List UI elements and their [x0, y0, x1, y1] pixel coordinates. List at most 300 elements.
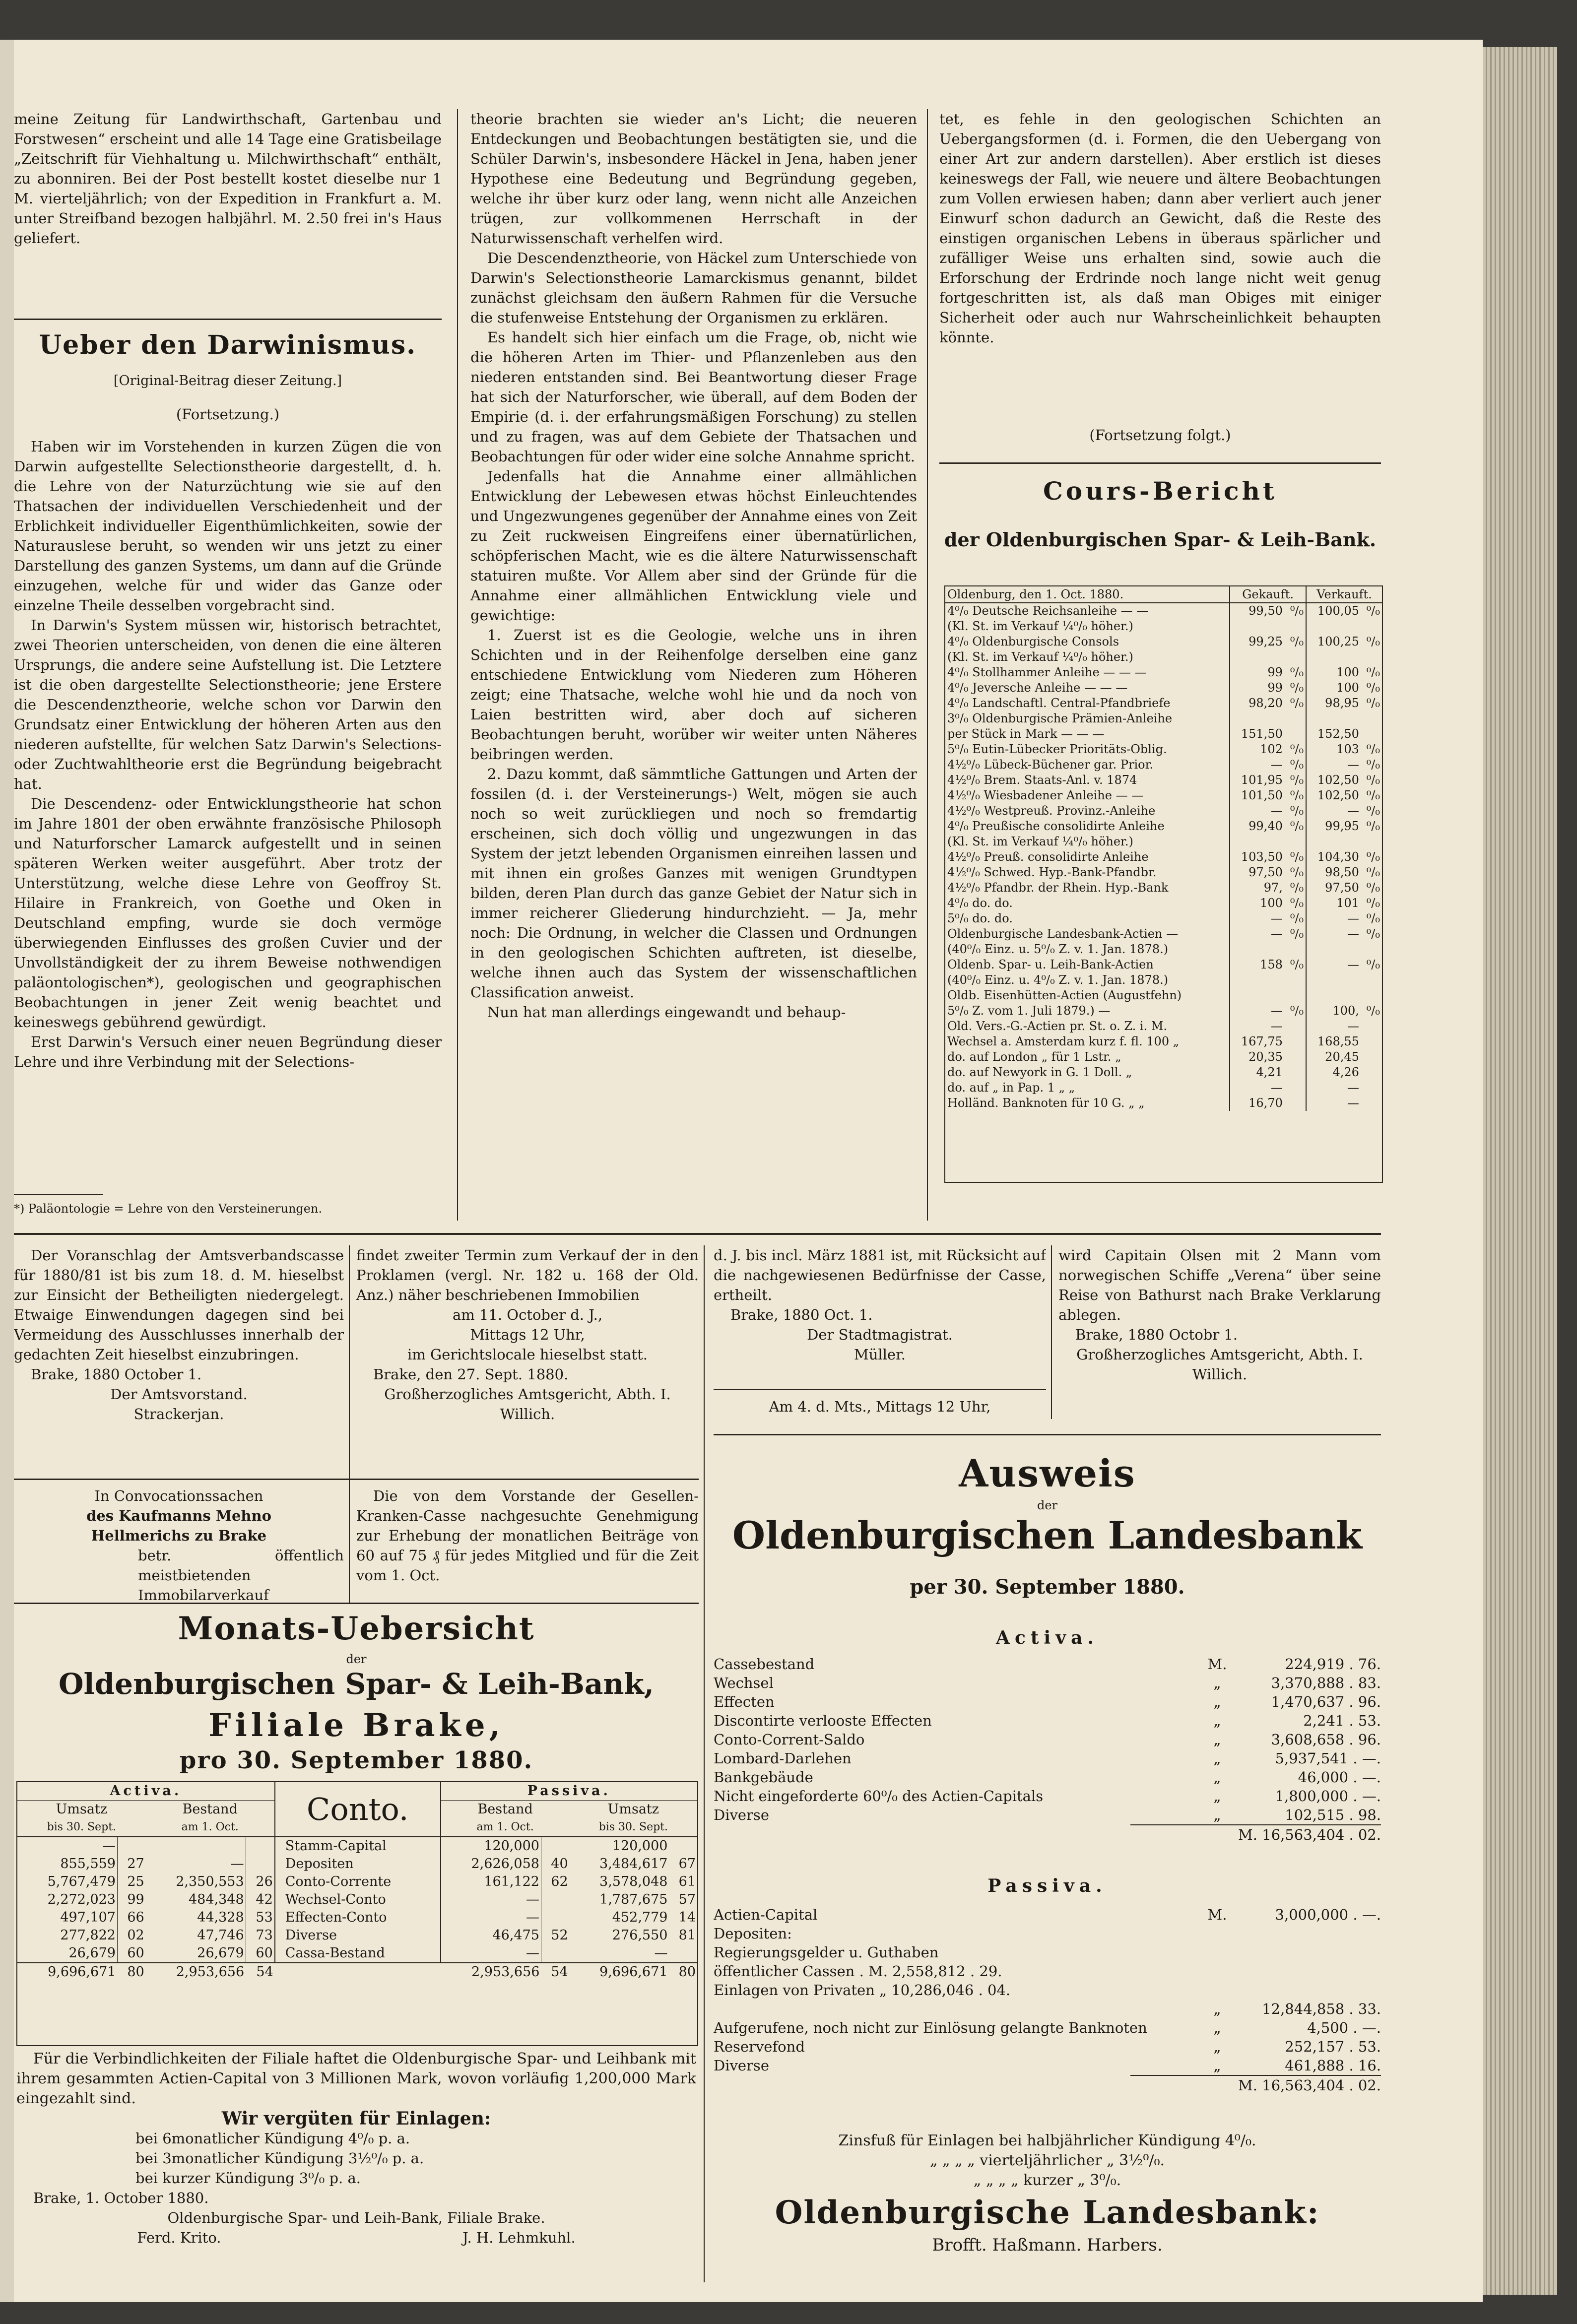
monats-total: 80: [678, 1964, 696, 1980]
book-spine: [0, 40, 14, 2302]
cours-security: do. auf „ in Pap. 1 „ „: [945, 1080, 1230, 1096]
cours-hdr-buy: Gekauft.: [1230, 586, 1306, 603]
ausweis-passiva: Passiva.: [987, 1875, 1107, 1896]
monats-date: Brake, 1. October 1880.: [33, 2190, 209, 2206]
monats-value: 99: [117, 1891, 145, 1909]
monats-value: [669, 1837, 697, 1855]
col-rule: [704, 1245, 705, 2282]
article-subtitle: [Original-Beitrag dieser Zeitung.]: [113, 373, 342, 388]
cours-row: [945, 649, 1382, 665]
monats-value: [541, 1909, 569, 1927]
notice-text: im Gerichtslocale hieselbst statt.: [407, 1346, 648, 1363]
article-para: Erst Darwin's Versuch einer neuen Begründung dieser Lehre und ihre Verbindung mit der Selections-: [14, 1033, 442, 1070]
cours-table: [945, 586, 1382, 1111]
monats-value: 855,559: [60, 1856, 116, 1872]
ausweis-currency: „: [1213, 2019, 1221, 2036]
ausweis-label: Conto-Corrent-Saldo: [714, 1731, 865, 1748]
article-para: Jedenfalls hat die Annahme einer allmählichen Entwicklung der Lebewesen etwas höchst Einleuchtendes und Ungezwungenes gegenüber der Annahme eines von Zeit zu Zeit ruckweisen Eingreifens einer übernatürlichen, schöpferischen Macht, wie es die ältere Naturwissenschaft statuiren mußte. Vor Allem aber sind der Gründe für die Annahme einer allmählichen Entwicklung viele und gewichtige:: [470, 468, 917, 624]
cours-value: 98,95: [1325, 696, 1359, 710]
ausweis-amount: 252,157 . 53.: [1285, 2038, 1381, 2055]
cours-value: 100,05: [1317, 604, 1359, 618]
ausweis-activa: Activa.: [996, 1627, 1099, 1648]
cours-value: —: [1270, 758, 1283, 772]
ausweis-currency: „: [1213, 1769, 1221, 1786]
cours-body: [945, 603, 1382, 1111]
cours-value: [1285, 1019, 1306, 1034]
monats-value: [541, 1944, 569, 1963]
ausweis-label: öffentlicher Cassen . M. 2,558,812 . 29.: [714, 1963, 1002, 1980]
article-col1: [14, 437, 442, 1191]
cours-security: 4⁰/₀ Jeversche Anleihe — — —: [945, 680, 1230, 696]
cours-value: 103,50: [1241, 850, 1283, 864]
cours-value: [1285, 1080, 1306, 1096]
cours-security: 3⁰/₀ Oldenburgische Prämien-Anleihe: [945, 711, 1230, 726]
cours-value: [1285, 711, 1306, 726]
monats-value: 62: [541, 1873, 569, 1891]
cours-value: ⁰/₀: [1366, 635, 1380, 648]
cours-value: ⁰/₀: [1285, 957, 1306, 972]
monats-value: 46,475: [492, 1928, 539, 1943]
article-end: (Fortsetzung folgt.): [1089, 427, 1231, 444]
monats-conto-name: Diverse: [275, 1927, 441, 1944]
cours-value: 100: [1336, 681, 1359, 695]
ausweis-currency: „: [1213, 1750, 1221, 1767]
cours-value: [1230, 972, 1285, 988]
monats-value: 66: [117, 1909, 145, 1927]
cours-row: [945, 957, 1382, 972]
cours-row: [945, 1096, 1382, 1111]
article-col3: [939, 109, 1381, 432]
ausweis-amount: [1232, 1981, 1381, 2000]
cours-value: [1306, 711, 1361, 726]
cours-value: [1306, 988, 1361, 1003]
cours-table-box: [944, 585, 1383, 1183]
ausweis-row: [714, 1924, 1381, 1943]
cours-value: [1361, 1049, 1382, 1065]
cours-value: [1285, 1049, 1306, 1065]
monats-value: —: [654, 1945, 668, 1961]
col1-top-notice: [14, 109, 442, 323]
cours-value: 101,95: [1241, 773, 1283, 787]
ausweis-zins: Zinsfuß für Einlagen bei halbjährlicher Kündigung 4⁰/₀.: [838, 2132, 1256, 2149]
cours-security: 4½⁰/₀ Preuß. consolidirte Anleihe: [945, 849, 1230, 865]
cours-value: —: [1270, 911, 1283, 925]
cours-security: 4⁰/₀ Oldenburgische Consols: [945, 634, 1230, 649]
cours-value: 99,40: [1248, 819, 1283, 833]
cours-value: ⁰/₀: [1366, 865, 1380, 879]
monats-value: —: [102, 1838, 116, 1854]
ausweis-currency: „: [1213, 2038, 1221, 2055]
cours-security: 4½⁰/₀ Lübeck-Büchener gar. Prior.: [945, 757, 1230, 773]
notice-text: Der Voranschlag der Amtsverbandscasse für 1880/81 ist bis zum 18. d. M. hieselbst zur Einsicht der Betheiligten niedergelegt. Etwaige Einwendungen dagegen sind bei Vermeidung des Ausschlusses innerhalb der gedachten Zeit hieselbst einzubringen.: [14, 1247, 344, 1363]
article-para: 1. Zuerst ist es die Geologie, welche uns in ihren Schichten und in der Reihenfolge derselben eine ganz entschiedene Entwicklung vom Niederen zum Höheren zeigt; eine Thatsache, welche wohl hie und da noch von Laien bestritten wird, aber doch auf sicheren Beobachtungen beruht, worüber wir weiter unten Näheres beibringen werden.: [470, 627, 917, 763]
ausweis-amount: 224,919 . 76.: [1285, 1656, 1381, 1673]
monats-value: —: [526, 1892, 539, 1907]
notice-date: Brake, 1880 Oct. 1.: [730, 1306, 873, 1323]
ausweis-title: Ausweis: [959, 1451, 1136, 1495]
monats-value: [669, 1944, 697, 1963]
monats-value: 26,679: [68, 1945, 116, 1961]
cours-value: 101: [1336, 896, 1359, 910]
col-rule: [457, 109, 458, 1221]
notice-magistrat-note: Am 4. d. Mts., Mittags 12 Uhr,: [769, 1398, 991, 1415]
notice-termin: [356, 1245, 699, 1479]
monats-filiale: Filiale Brake,: [208, 1707, 504, 1744]
cours-row: [945, 634, 1382, 649]
cours-row: [945, 1049, 1382, 1065]
cours-value: 99: [1267, 665, 1283, 679]
cours-row: [945, 849, 1382, 865]
cours-security: 4⁰/₀ Landschaftl. Central-Pfandbriefe: [945, 696, 1230, 711]
ausweis-amount: 3,000,000 . —.: [1275, 1906, 1381, 1923]
cours-security: (40⁰/₀ Einz. u. 4⁰/₀ Z. v. 1. Jan. 1878.): [945, 972, 1230, 988]
cours-value: [1361, 942, 1382, 957]
cours-value: [1285, 834, 1306, 849]
monats-hdr: am 1. Oct.: [181, 1821, 239, 1833]
notice-text: des Kaufmanns Mehno: [86, 1507, 271, 1524]
monats-value: 47,746: [197, 1928, 244, 1943]
monats-value: 2,272,023: [47, 1892, 116, 1907]
cours-value: ⁰/₀: [1285, 819, 1306, 834]
cours-value: 99,95: [1325, 819, 1359, 833]
monats-total: 9,696,671: [48, 1964, 116, 1980]
cours-row: [945, 942, 1382, 957]
ausweis-amount: 5,937,541 . —.: [1275, 1750, 1381, 1767]
monats-value: 452,779: [612, 1910, 668, 1925]
monats-zins: bei kurzer Kündigung 3⁰/₀ p. a.: [135, 2170, 361, 2187]
cours-value: —: [1347, 758, 1359, 772]
notice-text: Hellmerichs zu Brake: [91, 1527, 267, 1544]
cours-row: [945, 911, 1382, 926]
cours-value: [1361, 1080, 1382, 1096]
cours-value: ⁰/₀: [1366, 896, 1380, 910]
ausweis-sign: Oldenburgische Landesbank:: [775, 2194, 1320, 2231]
ausweis-row: [714, 1787, 1381, 1806]
cours-security: 4½⁰/₀ Wiesbadener Anleihe — —: [945, 788, 1230, 803]
ausweis-label: Regierungsgelder u. Guthaben: [714, 1944, 939, 1961]
monats-total: 2,953,656: [176, 1964, 245, 1980]
newspaper-page: [14, 40, 1483, 2302]
monats-value: 277,822: [60, 1928, 116, 1943]
cours-security: Oldenb. Spar- u. Leih-Bank-Actien: [945, 957, 1230, 972]
monats-passiva: Passiva.: [441, 1782, 697, 1801]
monats-body: [17, 1837, 697, 1963]
ausweis-row: [714, 1711, 1381, 1730]
monats-value: 60: [117, 1944, 145, 1963]
monats-value: 26: [246, 1873, 275, 1891]
cours-value: ⁰/₀: [1366, 911, 1380, 925]
cours-value: ⁰/₀: [1285, 665, 1306, 680]
article-para: In Darwin's System müssen wir, historisch betrachtet, zwei Theorien unterscheiden, von denen die eine älteren Ursprungs, die andere seine Aufstellung ist. Die Letztere ist die oben dargestellte Selectionstheorie; jene Erstere die Descendenztheorie, welche schon vor Darwin den Grundsatz einer Entwicklung der höheren Arten aus den niederen aufstellte, für welchen Satz Darwin's Selections- oder Zuchtwahltheorie erst die Begründung beigebracht hat.: [14, 617, 442, 792]
cours-value: 99,25: [1248, 635, 1283, 648]
monats-total: 54: [256, 1964, 273, 1980]
cours-row: [945, 711, 1382, 726]
ausweis-currency: [1202, 1924, 1232, 1943]
cours-value: [1230, 834, 1285, 849]
cours-value: 100: [1260, 896, 1283, 910]
ausweis-currency: [1202, 1962, 1232, 1981]
ausweis-amount: 4,500 . —.: [1307, 2019, 1381, 2036]
ausweis-amount: 46,000 . —.: [1298, 1769, 1381, 1786]
cours-row: [945, 1019, 1382, 1034]
ausweis-currency: „: [1213, 2057, 1221, 2074]
ausweis-row: [714, 1730, 1381, 1749]
cours-value: 152,50: [1317, 727, 1359, 741]
monats-value: 5,767,479: [47, 1874, 116, 1889]
monats-value: 2,626,058: [471, 1856, 539, 1872]
cours-value: [1230, 988, 1285, 1003]
cours-value: ⁰/₀: [1366, 758, 1380, 772]
ausweis-row: [714, 1943, 1381, 1962]
monats-value: 27: [117, 1855, 145, 1873]
monats-zins: bei 3monatlicher Kündigung 3½⁰/₀ p. a.: [135, 2150, 424, 2167]
notice-text: wird Capitain Olsen mit 2 Mann vom norwegischen Schiffe „Verena“ über seine Reise von Bathurst nach Brake Verklarung ablegen.: [1058, 1247, 1381, 1323]
cours-security: (40⁰/₀ Einz. u. 5⁰/₀ Z. v. 1. Jan. 1878.): [945, 942, 1230, 957]
ausweis-label: Actien-Capital: [714, 1906, 818, 1923]
cours-title: Cours-Bericht: [1043, 476, 1278, 506]
ausweis-row: [714, 1674, 1381, 1692]
monats-conto-name: Stamm-Capital: [275, 1837, 441, 1855]
monats-row: [17, 1837, 697, 1855]
cours-row: [945, 665, 1382, 680]
cours-value: 99: [1267, 681, 1283, 695]
cours-value: 100,25: [1317, 635, 1359, 648]
cours-value: [1361, 1096, 1382, 1111]
monats-row: [17, 1891, 697, 1909]
monats-total: 2,953,656: [471, 1964, 540, 1980]
monats-conto-name: Depositen: [275, 1855, 441, 1873]
monats-signer: J. H. Lehmkuhl.: [462, 2229, 576, 2246]
notice-sign: Der Stadtmagistrat.: [807, 1326, 953, 1343]
cours-value: ⁰/₀: [1285, 696, 1306, 711]
article-para: Haben wir im Vorstehenden in kurzen Zügen die von Darwin aufgestellte Selectionstheorie dargestellt, d. h. die Lehre von der Naturzüchtung wie sie auf den Thatsachen der individuellen Verschiedenheit und der Erblichkeit individueller Eigenthümlichkeiten, sowie der Naturauslese beruht, so wenden wir uns jetzt zu einer Darstellung des ganzen Systems, um dann auf die Gründe einzugehen, welche für und wider das Ganze oder einzelne Theile desselben vorgebracht sind.: [14, 438, 442, 614]
cours-value: ⁰/₀: [1285, 603, 1306, 619]
cours-security: 4⁰/₀ Deutsche Reichsanleihe — —: [945, 603, 1230, 619]
cours-row: [945, 1080, 1382, 1096]
cours-value: 167,75: [1241, 1034, 1283, 1048]
cours-value: ⁰/₀: [1366, 788, 1380, 802]
cours-value: 100: [1336, 665, 1359, 679]
cours-value: ⁰/₀: [1366, 958, 1380, 971]
footnote: *) Paläontologie = Lehre von den Versteinerungen.: [14, 1202, 323, 1216]
monats-value: [117, 1837, 145, 1855]
cours-security: do. auf London „ für 1 Lstr. „: [945, 1049, 1230, 1065]
cours-value: ⁰/₀: [1285, 803, 1306, 819]
ausweis-row: [714, 1905, 1381, 1924]
ausweis-label: Wechsel: [714, 1675, 774, 1691]
notice-date: Brake, 1880 Octobr 1.: [1075, 1326, 1238, 1343]
monats-row: [17, 1873, 697, 1891]
ausweis-footer: [714, 2131, 1381, 2280]
notice-sign: Großherzogliches Amtsgericht, Abth. I.: [1076, 1346, 1363, 1363]
cours-value: [1361, 1065, 1382, 1080]
cours-value: [1306, 649, 1361, 665]
ausweis-zins: „ „ „ „ vierteljährlicher „ 3½⁰/₀.: [929, 2152, 1165, 2169]
ausweis-total: M. 16,563,404 . 02.: [1130, 1824, 1381, 1844]
cours-value: 101,50: [1241, 788, 1283, 802]
page-edges: [1483, 47, 1557, 2295]
ausweis-currency: [1202, 1943, 1232, 1962]
monats-zins: bei 6monatlicher Kündigung 4⁰/₀ p. a.: [135, 2130, 410, 2147]
monats-value: 120,000: [484, 1838, 539, 1854]
notice-sign: Willich.: [1192, 1366, 1248, 1383]
cours-security: Wechsel a. Amsterdam kurz f. fl. 100 „: [945, 1034, 1230, 1049]
cours-value: —: [1270, 927, 1283, 941]
monats-value: [541, 1891, 569, 1909]
cours-security: Old. Vers.-G.-Actien pr. St. o. Z. i. M.: [945, 1019, 1230, 1034]
cours-security: 4⁰/₀ Preußische consolidirte Anleihe: [945, 819, 1230, 834]
notice-amtsverband: [14, 1245, 344, 1479]
ausweis-zins: „ „ „ „ kurzer „ 3⁰/₀.: [973, 2172, 1121, 2189]
rule: [14, 319, 442, 320]
cours-security: (Kl. St. im Verkauf ¼⁰/₀ höher.): [945, 834, 1230, 849]
cours-row: [945, 603, 1382, 619]
cours-value: [1230, 619, 1285, 634]
monats-value: 73: [246, 1927, 275, 1944]
cours-value: 20,45: [1325, 1050, 1359, 1064]
ausweis-amount: 1,800,000 . —.: [1275, 1788, 1381, 1805]
cours-value: [1306, 942, 1361, 957]
cours-value: [1285, 649, 1306, 665]
cours-value: —: [1270, 1081, 1283, 1095]
cours-value: ⁰/₀: [1285, 880, 1306, 896]
cours-value: ⁰/₀: [1366, 819, 1380, 833]
ausweis-row: [714, 2037, 1381, 2056]
notice-text: findet zweiter Termin zum Verkauf der in den Proklamen (vergl. Nr. 182 u. 168 der Old. Anz.) näher beschriebenen Immobilien: [356, 1247, 699, 1303]
cours-value: [1361, 649, 1382, 665]
cours-security: 5⁰/₀ Z. vom 1. Juli 1879.) —: [945, 1003, 1230, 1019]
cours-value: 98,20: [1248, 696, 1283, 710]
monats-hdr: am 1. Oct.: [476, 1821, 534, 1833]
monats-value: [246, 1855, 275, 1873]
monats-value: 61: [678, 1874, 696, 1889]
ausweis-label: Lombard-Darlehen: [714, 1750, 852, 1767]
cours-row: [945, 1034, 1382, 1049]
monats-row: [17, 1855, 697, 1873]
monats-value: 02: [117, 1927, 145, 1944]
cours-value: ⁰/₀: [1366, 742, 1380, 756]
monats-value: —: [526, 1945, 539, 1961]
cours-value: —: [1347, 958, 1359, 971]
cours-row: [945, 773, 1382, 788]
ausweis-label: Einlagen von Privaten „ 10,286,046 . 04.: [714, 1982, 1011, 1999]
notice-text: d. J. bis incl. März 1881 ist, mit Rücksicht auf die nachgewiesenen Bedürfnisse der Casse, ertheilt.: [714, 1247, 1046, 1303]
cours-hdr-sell: Verkauft.: [1306, 586, 1382, 603]
cours-security: 4⁰/₀ do. do.: [945, 896, 1230, 911]
monats-value: 42: [246, 1891, 275, 1909]
col-rule: [349, 1245, 350, 1603]
ausweis-names: Brofft. Haßmann. Harbers.: [932, 2235, 1163, 2255]
ausweis-currency: „: [1213, 1731, 1221, 1748]
cours-value: ⁰/₀: [1285, 680, 1306, 696]
notice-kranken: [356, 1486, 699, 1600]
cours-security: 4½⁰/₀ Pfandbr. der Rhein. Hyp.-Bank: [945, 880, 1230, 896]
cours-row: [945, 865, 1382, 880]
cours-row: [945, 1003, 1382, 1019]
monats-conto-name: Wechsel-Conto: [275, 1891, 441, 1909]
ausweis-row: [714, 2018, 1381, 2037]
monats-value: 67: [678, 1856, 696, 1872]
cours-row: [945, 803, 1382, 819]
ausweis-per: per 30. September 1880.: [910, 1575, 1185, 1599]
monats-table: [17, 1782, 697, 1981]
notice-text: am 11. October d. J.,: [452, 1306, 603, 1323]
ausweis-label: Bankgebäude: [714, 1769, 813, 1786]
cours-row: [945, 726, 1382, 742]
cours-value: ⁰/₀: [1285, 634, 1306, 649]
cours-security: Holländ. Banknoten für 10 G. „ „: [945, 1096, 1230, 1111]
cours-value: 20,35: [1248, 1050, 1283, 1064]
monats-pro: pro 30. September 1880.: [179, 1746, 533, 1774]
ausweis-currency: [1202, 1981, 1232, 2000]
cours-value: [1361, 1019, 1382, 1034]
monats-value: 2,350,553: [176, 1874, 244, 1889]
monats-value: 81: [678, 1928, 696, 1943]
rule: [939, 462, 1381, 464]
ausweis-row: [714, 1768, 1381, 1787]
ausweis-label: Discontirte verlooste Effecten: [714, 1712, 932, 1729]
monats-bank: Oldenburgischen Spar- & Leih-Bank,: [59, 1667, 654, 1701]
cours-security: (Kl. St. im Verkauf ¼⁰/₀ höher.): [945, 649, 1230, 665]
footnote-rule: [14, 1194, 103, 1195]
notice-sign: Der Amtsvorstand.: [110, 1386, 248, 1403]
ausweis-amount: 2,241 . 53.: [1303, 1712, 1381, 1729]
cours-security: (Kl. St. im Verkauf ¼⁰/₀ höher.): [945, 619, 1230, 634]
cours-value: [1230, 649, 1285, 665]
monats-value: 120,000: [612, 1838, 668, 1854]
cours-subtitle: der Oldenburgischen Spar- & Leih-Bank.: [944, 528, 1377, 551]
monats-value: 1,787,675: [599, 1892, 668, 1907]
article-para: Die Descendenz- oder Entwicklungstheorie hat schon im Jahre 1801 der oben erwähnte französische Philosoph und Naturforscher Lamarck aufgestellt und in seinen späteren Werken weiter ausgeführt. Aber trotz der Unterstützung, welche diese Lehre von Geoffroy St. Hilaire in Frankreich, von Goethe und Oken in Deutschland empfing, wurde sie doch vermöge überwiegenden Einflusses des großen Cuvier und der Unvollständigkeit der zu ihrem Beweise nothwendigen paläontologischen*), geologischen und geographischen Beobachtungen in jener Zeit wenig beachtet und keineswegs gebührend gewürdigt.: [14, 795, 442, 1031]
monats-value: 53: [246, 1909, 275, 1927]
notice-text: betr. öffentlich meistbietenden Immobilarverkauf: [138, 1547, 344, 1600]
ausweis-currency: „: [1213, 2001, 1221, 2017]
notice-convocation: [14, 1486, 344, 1600]
cours-security: Oldenburgische Landesbank-Actien —: [945, 926, 1230, 942]
cours-row: [945, 896, 1382, 911]
monats-value: 44,328: [197, 1910, 244, 1925]
cours-value: ⁰/₀: [1366, 1004, 1380, 1018]
cours-value: ⁰/₀: [1366, 665, 1380, 679]
ausweis-amount: [1232, 1924, 1381, 1943]
monats-value: 60: [246, 1944, 275, 1963]
ausweis-label: [714, 2000, 1202, 2018]
monats-value: 3,578,048: [599, 1874, 668, 1889]
ausweis-amount: 3,370,888 . 83.: [1271, 1675, 1381, 1691]
ausweis-label: Diverse: [714, 2057, 769, 2074]
notice-sign: Strackerjan.: [133, 1406, 224, 1422]
cours-value: ⁰/₀: [1285, 896, 1306, 911]
ausweis-der: der: [1037, 1498, 1058, 1512]
monats-activa: Activa.: [17, 1782, 275, 1801]
cours-security: 4½⁰/₀ Schwed. Hyp.-Bank-Pfandbr.: [945, 865, 1230, 880]
cours-value: ⁰/₀: [1285, 788, 1306, 803]
cours-value: 102: [1260, 742, 1283, 756]
cours-value: ⁰/₀: [1366, 881, 1380, 895]
notice-text: Mittags 12 Uhr,: [470, 1326, 585, 1343]
article-col2: [470, 109, 917, 1221]
cours-value: ⁰/₀: [1285, 865, 1306, 880]
article-para: Nun hat man allerdings eingewandt und behaup-: [487, 1004, 846, 1021]
cours-value: [1361, 1034, 1382, 1049]
ausweis-bank: Oldenburgischen Landesbank: [732, 1513, 1363, 1557]
cours-value: —: [1347, 1096, 1359, 1110]
cours-security: do. auf Newyork in G. 1 Doll. „: [945, 1065, 1230, 1080]
article-para: theorie brachten sie wieder an's Licht; die neueren Entdeckungen und Beobachtungen bestätigten sie, und die Schüler Darwin's, insbesondere Häckel in Jena, haben jener Hypothese eine Bedeutung und Begründung gegeben, welche ihr über kurz oder lang, wenn nicht alle Anzeichen trügen, zur vollkommenen Herrschaft in der Naturwissenschaft verhelfen wird.: [470, 111, 917, 247]
monats-value: 14: [678, 1910, 696, 1925]
monats-signer: Ferd. Krito.: [137, 2229, 221, 2246]
cours-value: [1361, 619, 1382, 634]
